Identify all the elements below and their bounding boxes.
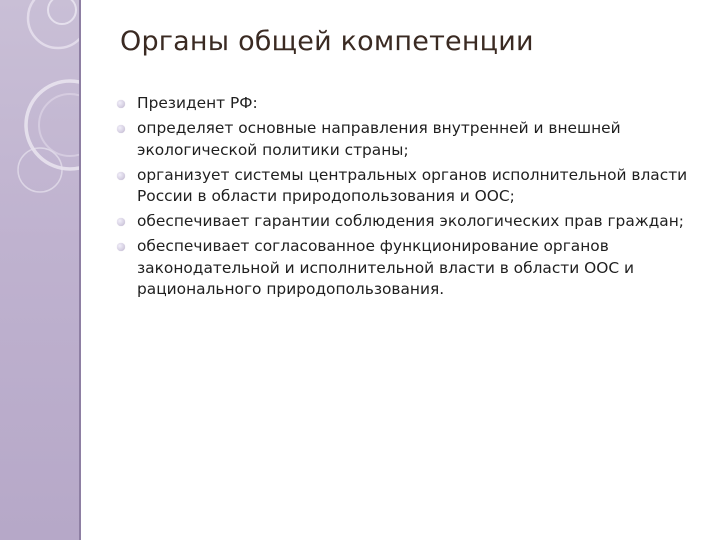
- bullet-list: [117, 93, 697, 304]
- bullet-icon: [117, 218, 125, 226]
- list-item-text: определяет основные направления внутренней и внешней экологической политики страны;: [137, 119, 621, 159]
- list-item: [117, 236, 697, 301]
- sidebar-edge: [79, 0, 81, 540]
- list-item: [117, 211, 697, 233]
- list-item-text: организует системы центральных органов исполнительной власти России в области природопользования и ООС;: [137, 165, 688, 205]
- slide-title: Органы общей компетенции: [120, 26, 534, 57]
- deco-circle: [18, 148, 62, 192]
- list-item: [117, 93, 697, 115]
- list-item-text: Президент РФ:: [137, 94, 258, 112]
- bullet-icon: [117, 125, 125, 133]
- decorative-circles: [0, 0, 79, 540]
- deco-circle: [28, 0, 79, 48]
- list-item: [117, 118, 697, 161]
- deco-circle: [48, 0, 76, 24]
- list-item-text: обеспечивает согласованное функционирование органов законодательной и исполнительной власти в области ООС и рационального природопользования.: [137, 237, 635, 298]
- bullet-icon: [117, 100, 125, 108]
- list-item: [117, 165, 697, 208]
- list-item-text: обеспечивает гарантии соблюдения экологических прав граждан;: [137, 212, 684, 230]
- bullet-icon: [117, 172, 125, 180]
- bullet-icon: [117, 243, 125, 251]
- deco-circle: [39, 94, 79, 156]
- decorative-sidebar: [0, 0, 79, 540]
